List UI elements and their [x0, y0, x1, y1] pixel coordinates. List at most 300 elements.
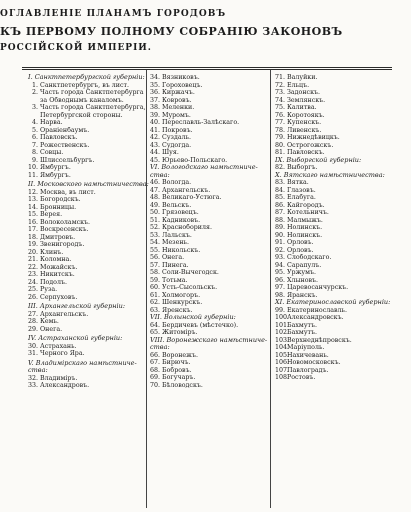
- entry-number: 102.: [275, 329, 290, 336]
- entry-number: 99.: [275, 306, 286, 314]
- index-entry: [150, 97, 274, 105]
- entry-city: Калитва.: [287, 104, 317, 111]
- entry-city: Павловскъ.: [40, 134, 78, 141]
- index-entry: [28, 189, 152, 197]
- entry-city: Бѣловодскъ.: [162, 381, 203, 389]
- entry-number: 77.: [275, 119, 286, 126]
- index-entry: [28, 112, 152, 120]
- entry-number: 107.: [275, 366, 290, 374]
- entry-number: 71.: [275, 74, 286, 81]
- entry-city: Уржумъ.: [287, 269, 316, 276]
- entry-city: Судогда.: [162, 141, 192, 149]
- index-entry: [275, 239, 399, 247]
- entry-number: 3.: [31, 104, 38, 111]
- entry-city: Бронницы.: [40, 203, 77, 211]
- index-entry: [150, 269, 274, 277]
- index-entry: [150, 74, 274, 82]
- entry-number: 52.: [150, 224, 161, 231]
- index-entry: [28, 142, 152, 150]
- entry-number: 61.: [150, 291, 161, 299]
- index-entry: [275, 179, 399, 187]
- entry-number: 73.: [275, 89, 286, 96]
- entry-number: 24.: [28, 278, 39, 286]
- index-entry: [275, 194, 399, 202]
- entry-city: Яранскъ.: [287, 291, 318, 299]
- entry-number: 5.: [31, 126, 38, 134]
- index-entry: [150, 89, 274, 97]
- index-entry: [150, 359, 274, 367]
- index-entry: [150, 119, 274, 127]
- entry-number: 8.: [31, 149, 38, 156]
- entry-number: 74.: [275, 96, 286, 104]
- index-entry: [275, 254, 399, 262]
- entry-city: Нолинскъ.: [287, 231, 323, 239]
- entry-city: Яренскъ.: [162, 306, 193, 314]
- entry-number: 31.: [28, 350, 39, 357]
- entry-city: Сарапулъ.: [287, 261, 322, 269]
- entry-number: 50.: [150, 209, 161, 216]
- index-column-1: [28, 74, 152, 390]
- index-entry: [28, 350, 152, 358]
- entry-city: Валуйки.: [287, 74, 318, 81]
- index-entry: [275, 119, 399, 127]
- entry-city: Петербургской стороны.: [40, 111, 123, 119]
- index-entry: [150, 82, 274, 90]
- entry-number: 105.: [275, 351, 290, 359]
- entry-number: 4.: [31, 119, 38, 126]
- entry-number: 48.: [150, 194, 161, 201]
- entry-number: 44.: [150, 149, 161, 156]
- entry-number: 33.: [28, 382, 39, 389]
- index-entry: [150, 104, 274, 112]
- entry-city: Маріуполь.: [287, 344, 325, 351]
- entry-number: 10.: [28, 164, 39, 171]
- entry-number: 16.: [28, 218, 39, 226]
- entry-number: 101.: [275, 321, 290, 329]
- index-entry: [275, 104, 399, 112]
- entry-number: 81.: [275, 149, 286, 156]
- index-entry: [275, 187, 399, 195]
- entry-number: 26.: [28, 293, 39, 301]
- entry-number: 19.: [28, 241, 39, 248]
- entry-number: 7.: [31, 141, 38, 149]
- entry-city: Богородскъ.: [40, 196, 81, 203]
- entry-number: 29.: [28, 325, 39, 333]
- index-entry: [275, 97, 399, 105]
- entry-city: Пинега.: [162, 261, 189, 269]
- entry-city: Совцы.: [40, 149, 64, 156]
- entry-city: Хлыновъ.: [287, 276, 319, 284]
- entry-city: Мезень.: [162, 239, 189, 246]
- index-entry: [275, 337, 399, 345]
- index-entry: [28, 326, 152, 334]
- entry-city: Бирючъ.: [162, 359, 191, 366]
- entry-city: Никольскъ.: [162, 246, 201, 254]
- entry-number: 43.: [150, 141, 161, 149]
- entry-city: Вязниковъ.: [162, 74, 200, 81]
- entry-city: Александровскъ.: [287, 314, 344, 321]
- entry-number: 108.: [275, 374, 290, 381]
- entry-city: Ковровъ.: [162, 96, 192, 104]
- entry-city: Бахмутъ.: [287, 321, 318, 329]
- entry-number: 39.: [150, 111, 161, 119]
- entry-city: Купенскъ.: [287, 119, 322, 126]
- entry-number: 86.: [275, 201, 286, 209]
- entry-city: Воскресенскъ.: [40, 226, 89, 233]
- entry-city: Кемь.: [40, 318, 59, 325]
- index-entry: [275, 202, 399, 210]
- entry-city: Ельцъ.: [287, 81, 310, 89]
- entry-number: 76.: [275, 111, 286, 119]
- index-entry: [150, 277, 274, 285]
- top-rule-double: [22, 69, 392, 70]
- entry-city: Архангельскъ.: [162, 186, 211, 194]
- entry-number: 54.: [150, 239, 161, 246]
- entry-city: Павлоградъ.: [287, 366, 329, 374]
- entry-number: 93.: [275, 254, 286, 261]
- entry-city: Малмыжъ.: [287, 216, 323, 224]
- index-entry: [275, 329, 399, 337]
- entry-city: Кадниковъ.: [162, 216, 201, 224]
- entry-city: Слободскаго.: [287, 254, 332, 261]
- index-entry: [28, 318, 152, 326]
- index-entry: [28, 234, 152, 242]
- entry-number: 27.: [28, 310, 39, 318]
- index-entry: [275, 247, 399, 255]
- entry-city: Краснобориля.: [162, 224, 212, 231]
- entry-city: Нижнедѣвицкъ.: [287, 134, 340, 141]
- entry-city: за Обводнымъ каналомъ.: [40, 96, 124, 104]
- section-heading: III. Архангельской губерніи:: [28, 302, 126, 310]
- entry-number: 2.: [31, 89, 38, 96]
- entry-city: Лальскъ.: [162, 231, 192, 239]
- entry-number: 14.: [28, 203, 39, 211]
- index-entry: [28, 286, 152, 294]
- entry-number: 83.: [275, 179, 286, 186]
- index-entry: [28, 219, 152, 227]
- entry-number: 21.: [28, 256, 39, 263]
- entry-number: 38.: [150, 104, 161, 111]
- entry-city: Богучаръ.: [162, 374, 196, 381]
- entry-city: Переславль-Залѣскаго.: [162, 119, 240, 126]
- index-entry: [28, 226, 152, 234]
- index-entry: [28, 382, 152, 390]
- entry-city: Верхнеднѣпровскъ.: [287, 336, 352, 344]
- entry-number: 53.: [150, 231, 161, 239]
- entry-number: 46.: [150, 179, 161, 186]
- index-entry: [275, 352, 399, 360]
- index-entry: [275, 359, 399, 367]
- entry-city: Москва, въ лист.: [40, 188, 96, 196]
- entry-number: 41.: [150, 126, 161, 134]
- entry-city: Ливенскъ.: [287, 126, 322, 134]
- entry-city: Житоміръ.: [162, 329, 198, 336]
- entry-number: 66.: [150, 351, 161, 359]
- entry-city: Владиміръ.: [40, 374, 78, 382]
- entry-number: 11.: [28, 171, 39, 179]
- entry-city: Киржачъ.: [162, 89, 195, 96]
- entry-number: 95.: [275, 269, 286, 276]
- entry-city: Ораніенбаумъ.: [40, 126, 90, 134]
- entry-number: 20.: [28, 248, 39, 256]
- entry-city: Астрахань.: [40, 342, 77, 350]
- entry-city: Котельничъ.: [287, 209, 329, 216]
- section-heading: ства:: [150, 170, 170, 179]
- index-entry: [150, 194, 274, 202]
- entry-number: 56.: [150, 254, 161, 261]
- entry-city: Дмитровъ.: [40, 233, 76, 241]
- entry-number: 42.: [150, 134, 161, 141]
- section-heading: ства:: [28, 366, 48, 374]
- entry-city: Суздаль.: [162, 134, 192, 141]
- index-entry: [150, 352, 274, 360]
- index-entry: [28, 119, 152, 127]
- entry-number: 90.: [275, 231, 286, 239]
- title-line-2: КЪ ПЕРВОМУ ПОЛНОМУ СОБРАНІЮ ЗАКОНОВЪ: [0, 25, 343, 38]
- entry-city: Орловъ.: [287, 239, 314, 246]
- entry-city: Волоколамскъ.: [40, 218, 91, 226]
- index-entry: [275, 89, 399, 97]
- entry-number: 30.: [28, 342, 39, 350]
- index-entry: [275, 82, 399, 90]
- entry-number: 94.: [275, 261, 286, 269]
- index-entry: [28, 97, 152, 105]
- title-line-3: РОССІЙСКОЙ ИМПЕРІИ.: [0, 43, 152, 53]
- index-entry: [150, 254, 274, 262]
- entry-number: 75.: [275, 104, 286, 111]
- entry-city: Екатеринославль.: [287, 306, 347, 314]
- entry-city: Острогожскъ.: [287, 141, 334, 149]
- entry-number: 84.: [275, 186, 286, 194]
- entry-number: 80.: [275, 141, 286, 149]
- entry-city: Меленки.: [162, 104, 195, 111]
- index-entry: [275, 127, 399, 135]
- entry-city: Глазовъ.: [287, 186, 316, 194]
- entry-number: 59.: [150, 276, 161, 284]
- entry-city: Часть города Санктпетербурга,: [40, 104, 146, 111]
- entry-number: 82.: [275, 164, 286, 171]
- section-heading: VI. Вологодскаго намѣстниче-: [150, 163, 258, 171]
- index-entry: [275, 269, 399, 277]
- entry-number: 100.: [275, 314, 290, 321]
- index-entry: [28, 264, 152, 272]
- entry-city: Землянскъ.: [287, 96, 326, 104]
- entry-city: Покровъ.: [162, 126, 193, 134]
- index-entry: [150, 322, 274, 330]
- index-entry: [275, 74, 399, 82]
- index-entry: [28, 375, 152, 383]
- index-entry: [28, 196, 152, 204]
- index-entry: [28, 149, 152, 157]
- entry-city: Муромъ.: [162, 111, 191, 119]
- entry-city: Подолъ.: [40, 278, 67, 286]
- entry-city: Бобровъ.: [162, 366, 192, 374]
- entry-number: 64.: [150, 321, 161, 329]
- index-entry: [28, 249, 152, 257]
- entry-number: 12.: [28, 188, 39, 196]
- entry-number: 87.: [275, 209, 286, 216]
- index-entry: [150, 179, 274, 187]
- index-entry: [28, 204, 152, 212]
- index-entry: [28, 134, 152, 142]
- entry-number: 85.: [275, 194, 286, 201]
- entry-city: Клинъ.: [40, 248, 64, 256]
- index-entry: [150, 187, 274, 195]
- entry-city: Шлиссельбургъ.: [40, 156, 95, 164]
- entry-number: 6.: [31, 134, 38, 141]
- entry-city: Коломна.: [40, 256, 72, 263]
- entry-number: 15.: [28, 211, 39, 218]
- section-heading: X. Вятскаго намѣстничества:: [275, 170, 385, 179]
- section-heading: ства:: [150, 343, 170, 351]
- index-entry: [28, 164, 152, 172]
- entry-number: 18.: [28, 233, 39, 241]
- index-entry: [150, 149, 274, 157]
- index-entry: [150, 247, 274, 255]
- entry-city: Великаго-Устюга.: [162, 194, 222, 201]
- entry-number: 104.: [275, 344, 290, 351]
- entry-number: 89.: [275, 224, 286, 231]
- index-entry: [275, 314, 399, 322]
- index-entry: [275, 277, 399, 285]
- title-line-1: ОГЛАВЛЕНІЕ ПЛАНАМЪ ГОРОДОВЪ: [0, 9, 227, 19]
- index-entry: [150, 112, 274, 120]
- section-heading: I. Санктпетербургской губерніи:: [28, 73, 145, 81]
- index-entry: [150, 134, 274, 142]
- index-entry: [275, 112, 399, 120]
- entry-number: 35.: [150, 81, 161, 89]
- entry-city: Задонскъ.: [287, 89, 321, 96]
- entry-number: 55.: [150, 246, 161, 254]
- entry-city: Звенигородъ.: [40, 241, 85, 248]
- entry-city: Гороховецъ.: [162, 81, 203, 89]
- entry-number: 67.: [150, 359, 161, 366]
- entry-number: 36.: [150, 89, 161, 96]
- entry-city: Орловъ.: [287, 246, 314, 254]
- index-entry: [28, 104, 152, 112]
- entry-number: 98.: [275, 291, 286, 299]
- entry-city: Нарва.: [40, 119, 63, 126]
- entry-city: Нолинскъ.: [287, 224, 323, 231]
- entry-city: Царевосанчурскъ.: [287, 284, 349, 291]
- entry-number: 97.: [275, 284, 286, 291]
- index-entry: [275, 307, 399, 315]
- index-entry: [275, 142, 399, 150]
- entry-number: 70.: [150, 381, 161, 389]
- entry-number: 92.: [275, 246, 286, 254]
- section-heading: XI. Екатеринославской губерніи:: [275, 298, 391, 306]
- index-entry: [150, 209, 274, 217]
- entry-city: Соли-Вычегодск.: [162, 269, 219, 276]
- index-entry: [150, 262, 274, 270]
- index-entry: [28, 211, 152, 219]
- index-entry: [275, 284, 399, 292]
- entry-city: Холмогоръ.: [162, 291, 201, 299]
- entry-number: 22.: [28, 263, 39, 271]
- index-entry: [28, 241, 152, 249]
- entry-number: 63.: [150, 306, 161, 314]
- index-entry: [275, 134, 399, 142]
- section-heading: VII. Волынской губерніи:: [150, 313, 236, 321]
- index-entry: [275, 224, 399, 232]
- index-entry: [28, 89, 152, 97]
- entry-city: Вятка.: [287, 179, 309, 186]
- entry-number: 28.: [28, 318, 39, 325]
- entry-number: 91.: [275, 239, 286, 246]
- entry-city: Руза.: [40, 286, 58, 293]
- index-entry: [275, 262, 399, 270]
- entry-number: 79.: [275, 134, 286, 141]
- entry-city: Онега.: [40, 325, 63, 333]
- entry-number: 96.: [275, 276, 286, 284]
- entry-number: 60.: [150, 284, 161, 291]
- entry-city: Грязовецъ.: [162, 209, 199, 216]
- index-entry: [150, 299, 274, 307]
- index-column-3: [275, 74, 399, 382]
- entry-city: Коротоякъ.: [287, 111, 325, 119]
- entry-number: 68.: [150, 366, 161, 374]
- entry-city: Елабуга.: [287, 194, 316, 201]
- entry-number: 32.: [28, 374, 39, 382]
- entry-number: 34.: [150, 74, 161, 81]
- index-entry: [150, 284, 274, 292]
- entry-city: Усть-Сысольскъ.: [162, 284, 218, 291]
- entry-city: Рожественскъ.: [40, 141, 90, 149]
- index-entry: [28, 157, 152, 165]
- entry-city: Вологда.: [162, 179, 192, 186]
- section-heading: IX. Выборгской губерніи:: [275, 155, 362, 164]
- entry-number: 13.: [28, 196, 39, 203]
- entry-number: 62.: [150, 299, 161, 306]
- entry-city: Вельскъ.: [162, 201, 192, 209]
- entry-number: 37.: [150, 96, 161, 104]
- index-entry: [28, 172, 152, 180]
- index-entry: [28, 279, 152, 287]
- entry-number: 88.: [275, 216, 286, 224]
- entry-number: 72.: [275, 81, 286, 89]
- entry-number: 17.: [28, 226, 39, 233]
- index-entry: [28, 127, 152, 135]
- entry-city: Александровъ.: [40, 382, 90, 389]
- entry-number: 40.: [150, 119, 161, 126]
- entry-number: 69.: [150, 374, 161, 381]
- entry-city: Онега.: [162, 254, 185, 261]
- entry-number: 65.: [150, 329, 161, 336]
- section-heading: IV. Астраханской губерніи:: [28, 334, 123, 342]
- index-entry: [150, 292, 274, 300]
- entry-city: Бахмутъ.: [287, 329, 318, 336]
- index-entry: [28, 271, 152, 279]
- entry-city: Шенкурскъ.: [162, 299, 203, 306]
- entry-city: Юрьево-Польскаго.: [162, 156, 228, 164]
- index-entry: [150, 217, 274, 225]
- entry-city: Никитскъ.: [40, 271, 75, 278]
- entry-number: 78.: [275, 126, 286, 134]
- entry-number: 45.: [150, 156, 161, 164]
- entry-city: Ростовъ.: [287, 374, 316, 381]
- index-entry: [275, 217, 399, 225]
- section-heading: II. Московского намѣстничества:: [28, 180, 149, 188]
- entry-number: 1.: [31, 81, 38, 89]
- index-entry: [275, 322, 399, 330]
- index-entry: [275, 367, 399, 375]
- index-entry: [150, 239, 274, 247]
- entry-number: 106.: [275, 359, 290, 366]
- index-entry: [150, 232, 274, 240]
- entry-city: Верея.: [40, 211, 63, 218]
- entry-number: 103.: [275, 336, 290, 344]
- entry-number: 51.: [150, 216, 161, 224]
